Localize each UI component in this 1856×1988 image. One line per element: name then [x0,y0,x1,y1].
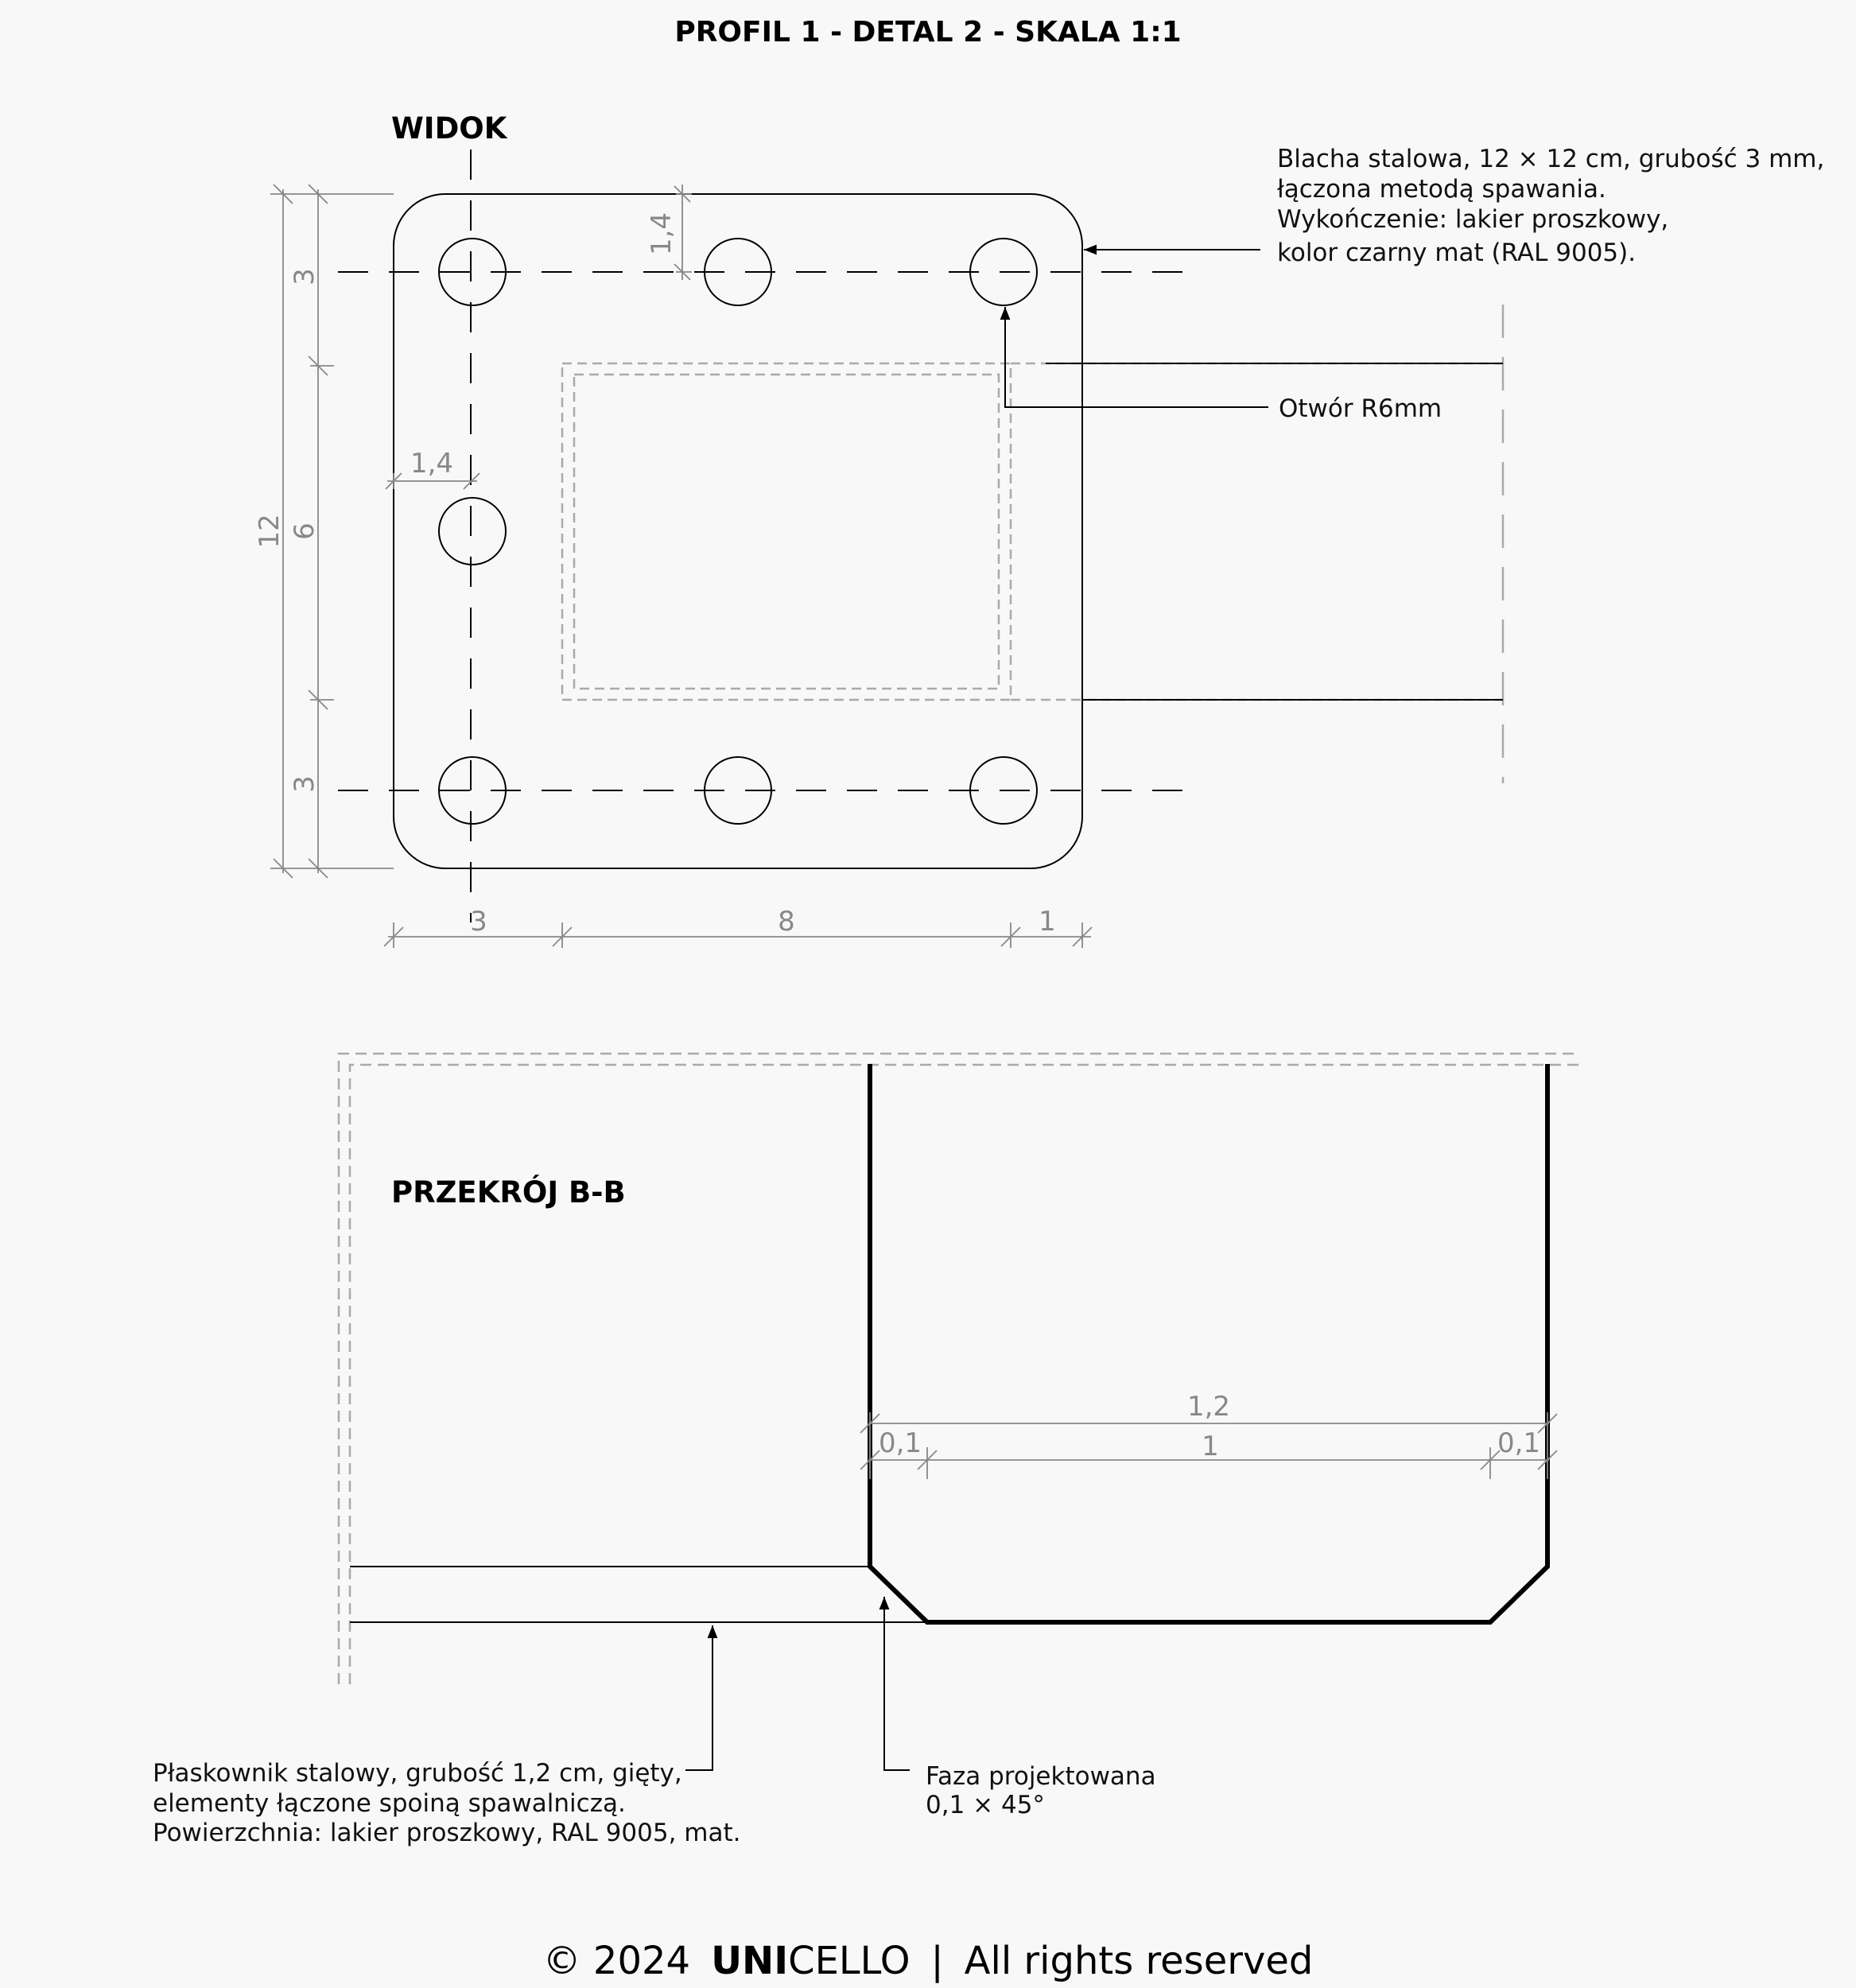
chamfer-note [926,1762,1163,1819]
center-lines [338,149,1189,922]
section-profile [870,1064,1547,1622]
footer-separator: | [930,1939,944,1983]
hole-label-leader [1005,307,1268,407]
footer-brand-regular: CELLO [788,1939,911,1983]
hidden-profile [562,305,1503,783]
section-view [339,1054,1578,1770]
flat-bar-note [153,1759,740,1847]
holes [439,239,1037,824]
dim-bottom-row: 3 [289,775,320,793]
plate-view [254,149,1503,948]
footer [543,1939,1314,1983]
plate-note-line: Blacha stalowa, 12 × 12 cm, grubość 3 mm, [1277,145,1825,173]
footer-rights: All rights reserved [964,1939,1314,1983]
flat-bar-note-line: elementy łączone spoiną spawalniczą. [153,1789,626,1818]
chamfer-note-line: 0,1 × 45° [926,1791,1045,1819]
dim-section-inner: 1 [1202,1431,1219,1462]
plate-note-line: łączona metodą spawania. [1277,175,1606,204]
flat-bar-lines [350,1567,927,1622]
plate-note-line: kolor czarny mat (RAL 9005). [1277,239,1637,267]
plate-note-line: Wykończenie: lakier proszkowy, [1277,205,1669,234]
dim-bottom-middle: 8 [778,906,795,938]
page-title: PROFIL 1 - DETAL 2 - SKALA 1:1 [674,16,1182,49]
dim-section-left-wall: 0,1 [878,1427,922,1459]
hole-middle-left [439,498,506,565]
dim-total-height: 12 [254,514,285,549]
section-envelope [339,1054,1578,1684]
dim-bottom-left: 3 [470,906,487,938]
section-label: PRZEKRÓJ B-B [391,1175,626,1209]
chamfer-note-line: Faza projektowana [926,1762,1156,1791]
dim-middle: 6 [289,522,320,540]
footer-brand-bold: UNI [711,1939,789,1983]
view-label: WIDOK [391,111,507,146]
plate-note [1277,145,1832,267]
footer-copyright: © 2024 [542,1939,691,1983]
flat-bar-note-line: Płaskownik stalowy, grubość 1,2 cm, gięty, [153,1759,682,1788]
dim-bottom-right: 1 [1039,906,1056,938]
dim-hole-offset-top: 1,4 [646,212,678,256]
dim-hole-offset-left: 1,4 [410,448,454,480]
flat-bar-note-line: Powierzchnia: lakier proszkowy, RAL 9005, mat. [153,1819,741,1847]
dim-section-overall: 1,2 [1186,1391,1231,1423]
dim-section-right-wall: 0,1 [1497,1427,1541,1459]
flat-bar-leader [685,1625,713,1770]
hole-label: Otwór R6mm [1279,394,1442,423]
dim-top-row: 3 [289,268,320,285]
